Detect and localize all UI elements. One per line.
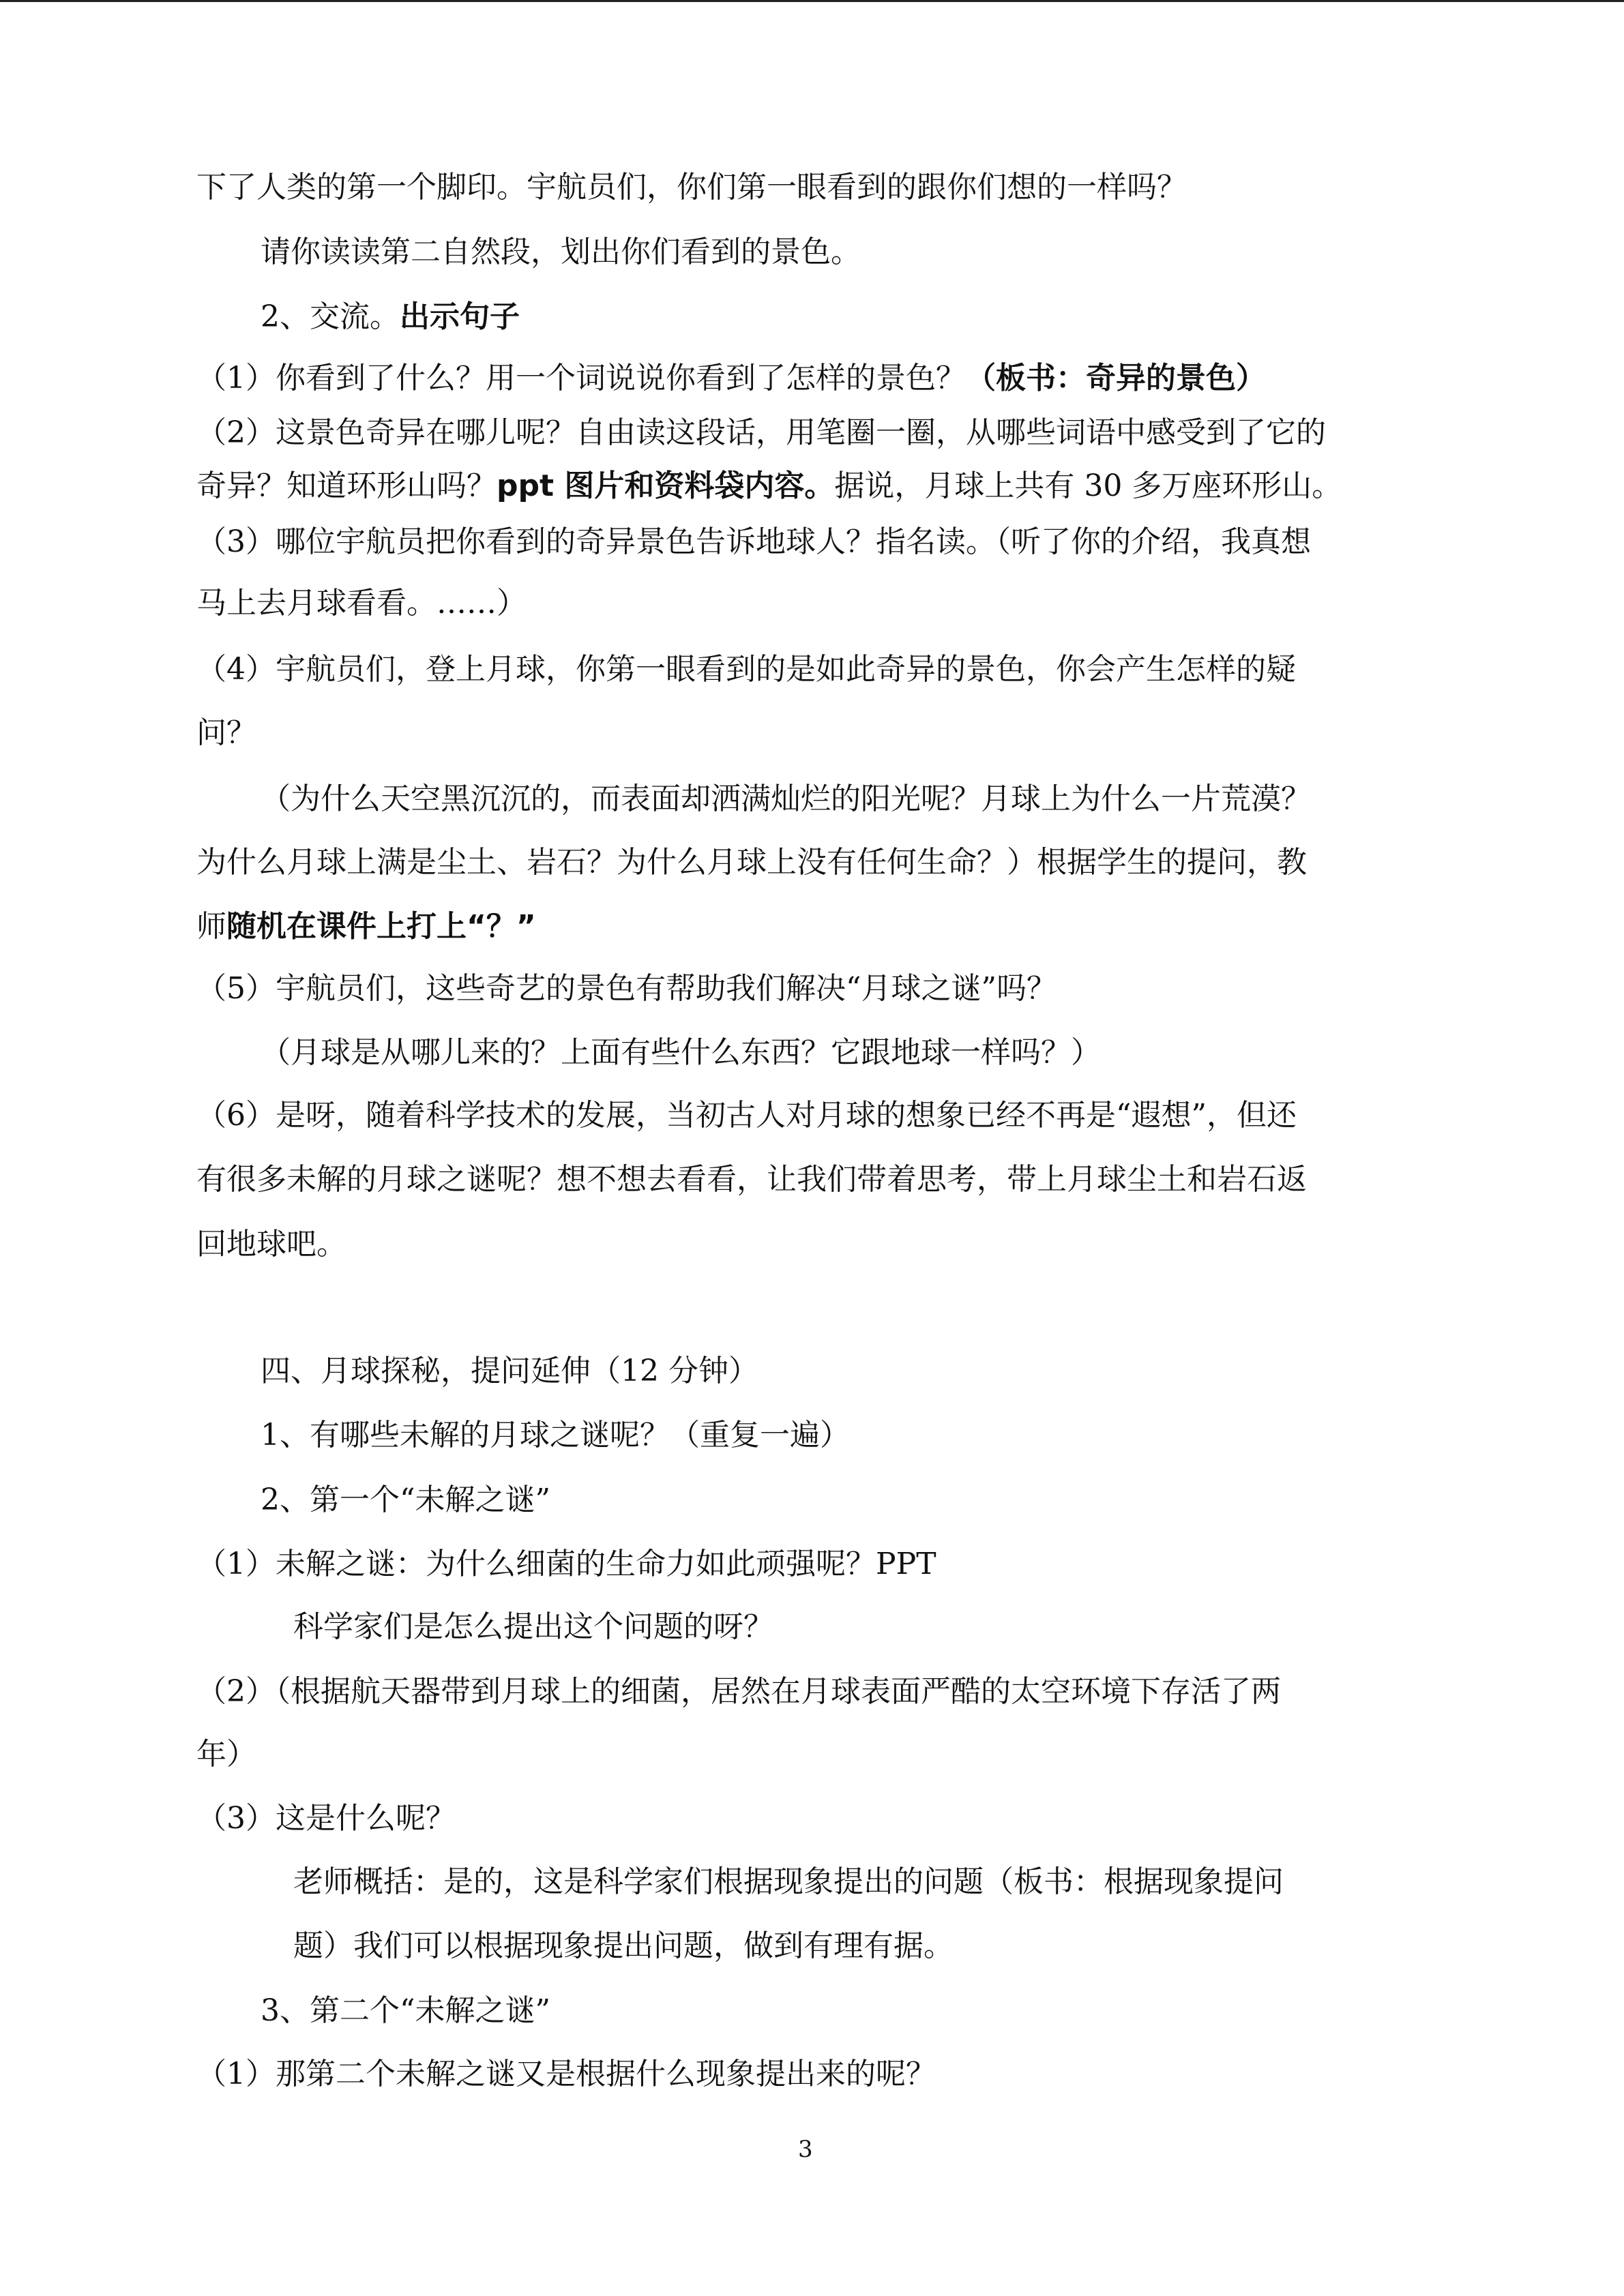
text-span: 奇异？知道环形山吗？ — [196, 468, 497, 503]
text-line: （3）哪位宇航员把你看到的奇异景色告诉地球人？指名读。（听了你的介绍，我真想 — [196, 524, 1311, 559]
text-line: （6）是呀，随着科学技术的发展，当初古人对月球的想象已经不再是“遐想”，但还 — [196, 1098, 1297, 1133]
text-line: 为什么月球上满是尘土、岩石？为什么月球上没有任何生命？）根据学生的提问，教 — [196, 845, 1307, 880]
text-span: （1）你看到了什么？用一个词说说你看到了怎样的景色？ — [196, 361, 966, 396]
text-line: （3）这是什么呢？ — [196, 1801, 456, 1836]
text-line: 马上去月球看看。……） — [196, 586, 527, 621]
text-line: （5）宇航员们，这些奇艺的景色有帮助我们解决“月球之谜”吗？ — [196, 971, 1057, 1006]
text-line: 题）我们可以根据现象提出问题，做到有理有据。 — [293, 1928, 954, 1963]
bold-text-span: 出示句子 — [400, 299, 520, 334]
text-line: （4）宇航员们，登上月球，你第一眼看到的是如此奇异的景色，你会产生怎样的疑 — [196, 652, 1296, 687]
text-line: （2）（根据航天器带到月球上的细菌，居然在月球表面严酷的太空环境下存活了两 — [196, 1674, 1281, 1709]
text-line: （月球是从哪儿来的？上面有些什么东西？它跟地球一样吗？） — [261, 1035, 1101, 1070]
text-line: 年） — [196, 1737, 256, 1772]
text-line: 有很多未解的月球之谜呢？想不想去看看，让我们带着思考，带上月球尘土和岩石返 — [196, 1162, 1307, 1197]
text-line: 老师概括：是的，这是科学家们根据现象提出的问题（板书：根据现象提问 — [293, 1864, 1284, 1899]
top-border-line — [0, 0, 1624, 2]
text-line: （2）这景色奇异在哪儿呢？自由读这段话，用笔圈一圈，从哪些词语中感受到了它的 — [196, 415, 1326, 450]
text-line: （1）那第二个未解之谜又是根据什么现象提出来的呢？ — [196, 2057, 936, 2091]
text-line: （为什么天空黑沉沉的，而表面却洒满灿烂的阳光呢？月球上为什么一片荒漠？ — [261, 781, 1311, 816]
text-line: 回地球吧。 — [196, 1227, 346, 1262]
text-line: 请你读读第二自然段，划出你们看到的景色。 — [261, 235, 861, 269]
bold-text-span: （板书：奇异的景色） — [966, 361, 1266, 396]
text-line: 下了人类的第一个脚印。宇航员们，你们第一眼看到的跟你们想的一样吗？ — [196, 170, 1187, 205]
text-line — [196, 359, 1266, 398]
page-number: 3 — [798, 2136, 813, 2163]
text-span: 2、交流。 — [261, 299, 400, 334]
text-line: 2、第一个“未解之谜” — [261, 1482, 550, 1517]
text-line: 1、有哪些未解的月球之谜呢？（重复一遍） — [261, 1418, 850, 1452]
text-span: 据说，月球上共有 30 多万座环形山。 — [834, 468, 1342, 503]
section-heading: 四、月球探秘，提问延伸（12 分钟） — [261, 1354, 758, 1388]
text-span: 师 — [196, 909, 226, 944]
text-line: （1）未解之谜：为什么细菌的生命力如此顽强呢？PPT — [196, 1547, 936, 1581]
bold-text-span: ppt 图片和资料袋内容。 — [497, 468, 835, 503]
text-line — [261, 298, 520, 336]
text-line: 3、第二个“未解之谜” — [261, 1993, 550, 2028]
text-line: 科学家们是怎么提出这个问题的呀？ — [293, 1609, 773, 1644]
text-line — [196, 467, 1342, 505]
text-line: 问？ — [196, 715, 256, 750]
text-line — [196, 908, 536, 946]
bold-text-span: 随机在课件上打上“？” — [226, 909, 536, 944]
